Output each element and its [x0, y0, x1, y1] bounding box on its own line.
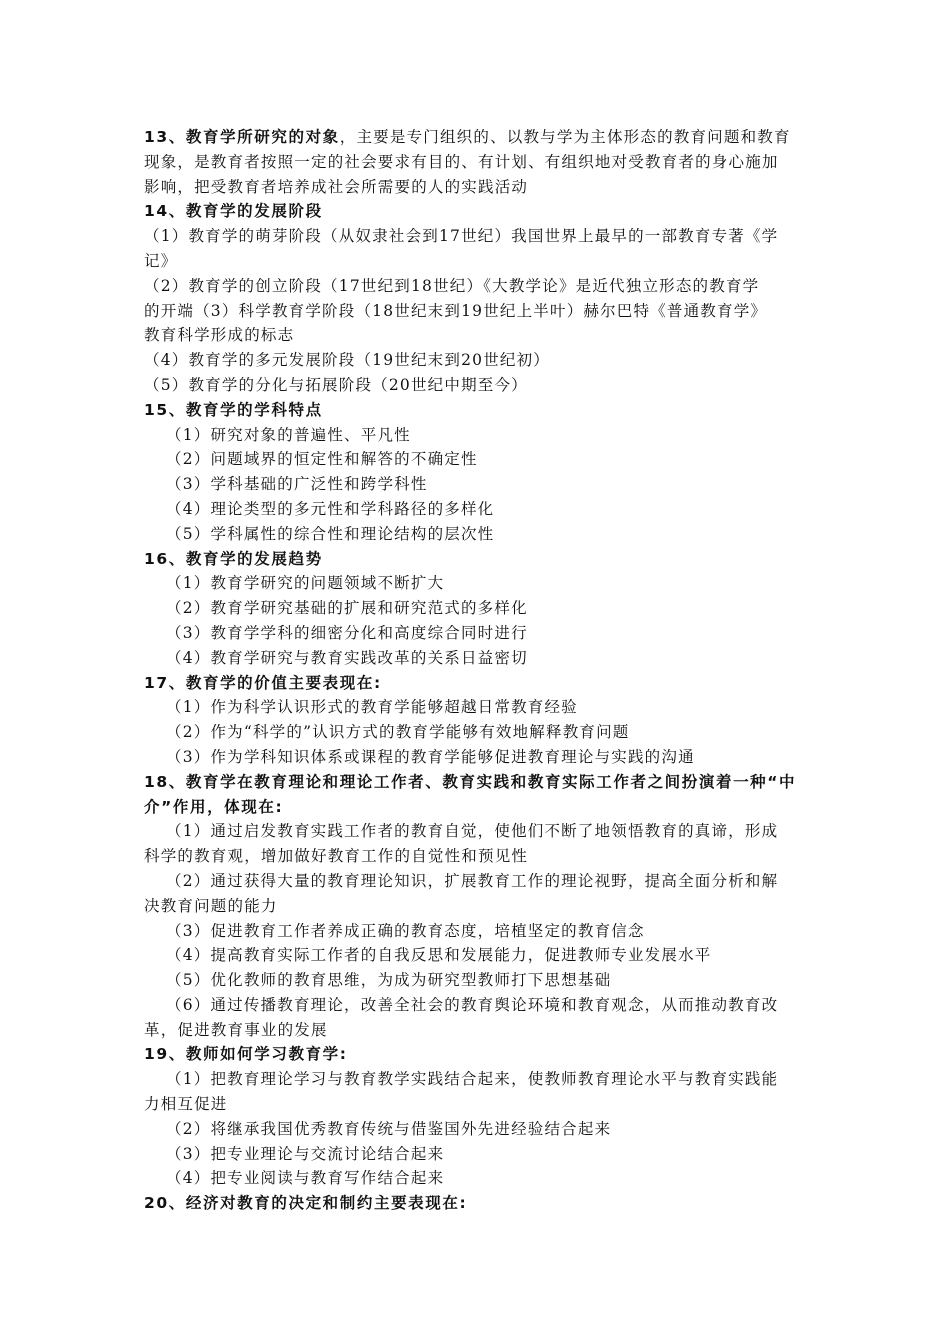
document-body: [144, 125, 814, 1216]
section-13-line-2: 现象，是教育者按照一定的社会要求有目的、有计划、有组织地对受教育者的身心施加: [144, 152, 779, 171]
section-18-item-6-line-1: （6）通过传播教育理论，改善全社会的教育舆论环境和教育观念，从而推动教育改: [166, 995, 779, 1014]
section-14-line-4: 的开端（3）科学教育学阶段（18世纪末到19世纪上半叶）赫尔巴特《普通教育学》: [144, 301, 768, 320]
section-13-line-1: [144, 125, 814, 150]
section-18-item-2-line-2: 决教育问题的能力: [144, 896, 278, 915]
section-14-line-5: 教育科学形成的标志: [144, 326, 295, 345]
section-14-line-1: （1）教育学的萌芽阶段（从奴隶社会到17世纪）我国世界上最早的一部教育专著《学: [144, 227, 779, 246]
section-18-item-6-line-2: 革，促进教育事业的发展: [144, 1020, 328, 1039]
section-15-item: （4）理论类型的多元性和学科路径的多样化: [166, 499, 495, 518]
section-17-item: （2）作为“科学的”认识方式的教育学能够有效地解释教育问题: [166, 723, 630, 742]
section-18-item-1-line-1: （1）通过启发教育实践工作者的教育自觉，使他们不断了地领悟教育的真谛，形成: [166, 822, 779, 841]
section-15-item: （1）研究对象的普遍性、平凡性: [166, 425, 411, 444]
section-14-heading: 14、教育学的发展阶段: [144, 202, 323, 221]
section-19-item-1-line-2: 力相互促进: [144, 1095, 228, 1114]
section-20-heading: 20、经济对教育的决定和制约主要表现在:: [144, 1194, 468, 1213]
section-18-heading-line-2: 介”作用，体现在:: [144, 797, 284, 816]
section-19-item-3: （3）把专业理论与交流讨论结合起来: [166, 1144, 445, 1163]
section-18-item-2-line-1: （2）通过获得大量的教育理论知识，扩展教育工作的理论视野，提高全面分析和解: [166, 871, 779, 890]
section-13-lead: 13、教育学所研究的对象: [144, 128, 340, 146]
section-19-item-2: （2）将继承我国优秀教育传统与借鉴国外先进经验结合起来: [166, 1119, 612, 1138]
section-15-item: （5）学科属性的综合性和理论结构的层次性: [166, 524, 495, 543]
section-19-heading: 19、教师如何学习教育学:: [144, 1045, 348, 1064]
section-18-item-3: （3）促进教育工作者养成正确的教育态度，培植坚定的教育信念: [166, 921, 645, 940]
section-17-item: （1）作为科学认识形式的教育学能够超越日常教育经验: [166, 698, 578, 717]
section-16-item: （3）教育学学科的细密分化和高度综合同时进行: [166, 623, 528, 642]
section-15-heading: 15、教育学的学科特点: [144, 400, 323, 419]
section-18-item-5: （5）优化教师的教育思维，为成为研究型教师打下思想基础: [166, 971, 612, 990]
section-18-item-1-line-2: 科学的教育观，增加做好教育工作的自觉性和预见性: [144, 847, 529, 866]
section-19-item-4: （4）把专业阅读与教育写作结合起来: [166, 1169, 445, 1188]
section-14-line-3: （2）教育学的创立阶段（17世纪到18世纪）《大教学论》是近代独立形态的教育学: [144, 276, 760, 295]
section-18-item-4: （4）提高教育实际工作者的自我反思和发展能力，促进教师专业发展水平: [166, 946, 712, 965]
section-14-line-2: 记》: [144, 251, 178, 270]
section-16-item: （2）教育学研究基础的扩展和研究范式的多样化: [166, 599, 528, 618]
section-16-item: （1）教育学研究的问题领域不断扩大: [166, 574, 445, 593]
section-13-line-1-rest: ，主要是专门组织的、以教与学为主体形态的教育问题和教育: [339, 128, 791, 146]
section-19-item-1-line-1: （1）把教育理论学习与教育教学实践结合起来，使教师教育理论水平与教育实践能: [166, 1070, 779, 1089]
section-15-item: （2）问题域界的恒定性和解答的不确定性: [166, 450, 478, 469]
section-13-line-3: 影响，把受教育者培养成社会所需要的人的实践活动: [144, 177, 529, 196]
section-15-item: （3）学科基础的广泛性和跨学科性: [166, 475, 428, 494]
section-18-heading-line-1: 18、教育学在教育理论和理论工作者、教育实践和教育实际工作者之间扮演着一种“中: [144, 772, 797, 791]
section-16-item: （4）教育学研究与教育实践改革的关系日益密切: [166, 648, 528, 667]
section-16-heading: 16、教育学的发展趋势: [144, 549, 323, 568]
section-17-item: （3）作为学科知识体系或课程的教育学能够促进教育理论与实践的沟通: [166, 747, 695, 766]
section-14-line-6: （4）教育学的多元发展阶段（19世纪末到20世纪初）: [144, 351, 551, 370]
section-14-line-7: （5）教育学的分化与拓展阶段（20世纪中期至今）: [144, 375, 528, 394]
section-17-heading: 17、教育学的价值主要表现在:: [144, 673, 382, 692]
